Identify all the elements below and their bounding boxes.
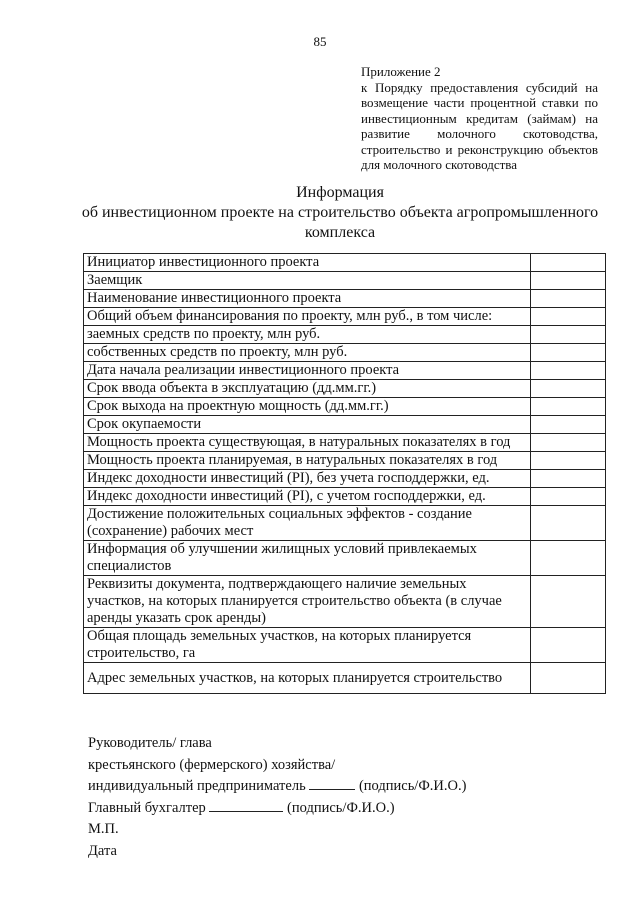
appendix-line: развитие молочного скотоводства, [361, 126, 598, 141]
row-label: Адрес земельных участков, на которых планируется строительство [84, 663, 531, 694]
appendix-line: инвестиционным кредитам (займам) на [361, 110, 598, 126]
head-signature-hint: (подпись/Ф.И.О.) [358, 778, 467, 794]
row-value[interactable] [531, 344, 606, 362]
row-label: Общая площадь земельных участков, на которых планируется строительство, га [84, 628, 531, 663]
table-row [84, 628, 606, 663]
table-row [84, 663, 606, 694]
appendix-header [361, 64, 598, 173]
row-value[interactable] [531, 663, 606, 694]
table-row [84, 434, 606, 452]
row-label: Заемщик [84, 272, 531, 290]
row-value[interactable] [531, 506, 606, 541]
head-title-line: крестьянского (фермерского) хозяйства/ [88, 756, 336, 773]
row-value[interactable] [531, 290, 606, 308]
row-label: Индекс доходности инвестиций (PI), с учетом господдержки, ед. [84, 488, 531, 506]
row-value[interactable] [531, 308, 606, 326]
table-row [84, 541, 606, 576]
table-row [84, 272, 606, 290]
row-label: Срок выхода на проектную мощность (дд.мм.гг.) [84, 398, 531, 416]
row-value[interactable] [531, 362, 606, 380]
row-value[interactable] [531, 470, 606, 488]
table-row [84, 488, 606, 506]
row-value[interactable] [531, 398, 606, 416]
row-value[interactable] [531, 541, 606, 576]
row-value[interactable] [531, 628, 606, 663]
row-label: Реквизиты документа, подтверждающего наличие земельных участков, на которых планируется строительство объекта (в случае аренды указать срок аренды) [84, 576, 531, 628]
row-value[interactable] [531, 380, 606, 398]
stamp-place: М.П. [88, 821, 119, 837]
title-heading: Информация [296, 184, 384, 201]
row-value[interactable] [531, 416, 606, 434]
table-row [84, 326, 606, 344]
row-value[interactable] [531, 434, 606, 452]
row-label: Срок ввода объекта в эксплуатацию (дд.мм.гг.) [84, 380, 531, 398]
row-label: Дата начала реализации инвестиционного проекта [84, 362, 531, 380]
accountant-signature-blank [209, 799, 283, 812]
signature-block [88, 733, 466, 862]
table-row [84, 470, 606, 488]
row-value[interactable] [531, 452, 606, 470]
row-label: Инициатор инвестиционного проекта [84, 254, 531, 272]
row-label: Достижение положительных социальных эффектов - создание (сохранение) рабочих мест [84, 506, 531, 541]
row-label: Мощность проекта существующая, в натуральных показателях в год [84, 434, 531, 452]
head-signature-blank [309, 777, 355, 790]
head-title-text: индивидуальный предприниматель [88, 778, 306, 794]
accountant-title: Главный бухгалтер [88, 799, 206, 816]
row-label: Мощность проекта планируемая, в натуральных показателях в год [84, 452, 531, 470]
table-row [84, 380, 606, 398]
row-label: Индекс доходности инвестиций (PI), без учета господдержки, ед. [84, 470, 531, 488]
row-label: Информация об улучшении жилищных условий привлекаемых специалистов [84, 541, 531, 576]
document-title [60, 183, 620, 243]
row-value[interactable] [531, 488, 606, 506]
row-value[interactable] [531, 576, 606, 628]
page-number: 85 [313, 34, 327, 49]
appendix-line: строительство и реконструкцию объектов [361, 141, 598, 157]
table-row [84, 576, 606, 628]
table-row [84, 290, 606, 308]
row-value[interactable] [531, 254, 606, 272]
table-row [84, 452, 606, 470]
project-info-table [83, 253, 606, 694]
table-row [84, 254, 606, 272]
title-subheading: об инвестиционном проекте на строительство объекта агропромышленного комплекса [81, 204, 599, 241]
accountant-signature-line [88, 798, 466, 820]
head-signature-line [88, 776, 466, 798]
table-row [84, 506, 606, 541]
row-label: Срок окупаемости [84, 416, 531, 434]
appendix-line: для молочного скотоводства [361, 157, 518, 172]
table-row [84, 308, 606, 326]
table-row [84, 344, 606, 362]
row-label: собственных средств по проекту, млн руб. [84, 344, 531, 362]
table-row [84, 416, 606, 434]
table-row [84, 398, 606, 416]
head-title-line: Руководитель/ глава [88, 735, 212, 751]
row-label: Общий объем финансирования по проекту, млн руб., в том числе: [84, 308, 531, 326]
row-value[interactable] [531, 272, 606, 290]
row-label: Наименование инвестиционного проекта [84, 290, 531, 308]
row-value[interactable] [531, 326, 606, 344]
appendix-line: возмещение части процентной ставки по [361, 95, 598, 110]
appendix-line: Приложение 2 [361, 64, 441, 79]
date-label: Дата [88, 842, 117, 859]
table-row [84, 362, 606, 380]
appendix-line: к Порядку предоставления субсидий на [361, 79, 598, 95]
row-label: заемных средств по проекту, млн руб. [84, 326, 531, 344]
accountant-signature-hint: (подпись/Ф.И.О.) [287, 799, 395, 816]
